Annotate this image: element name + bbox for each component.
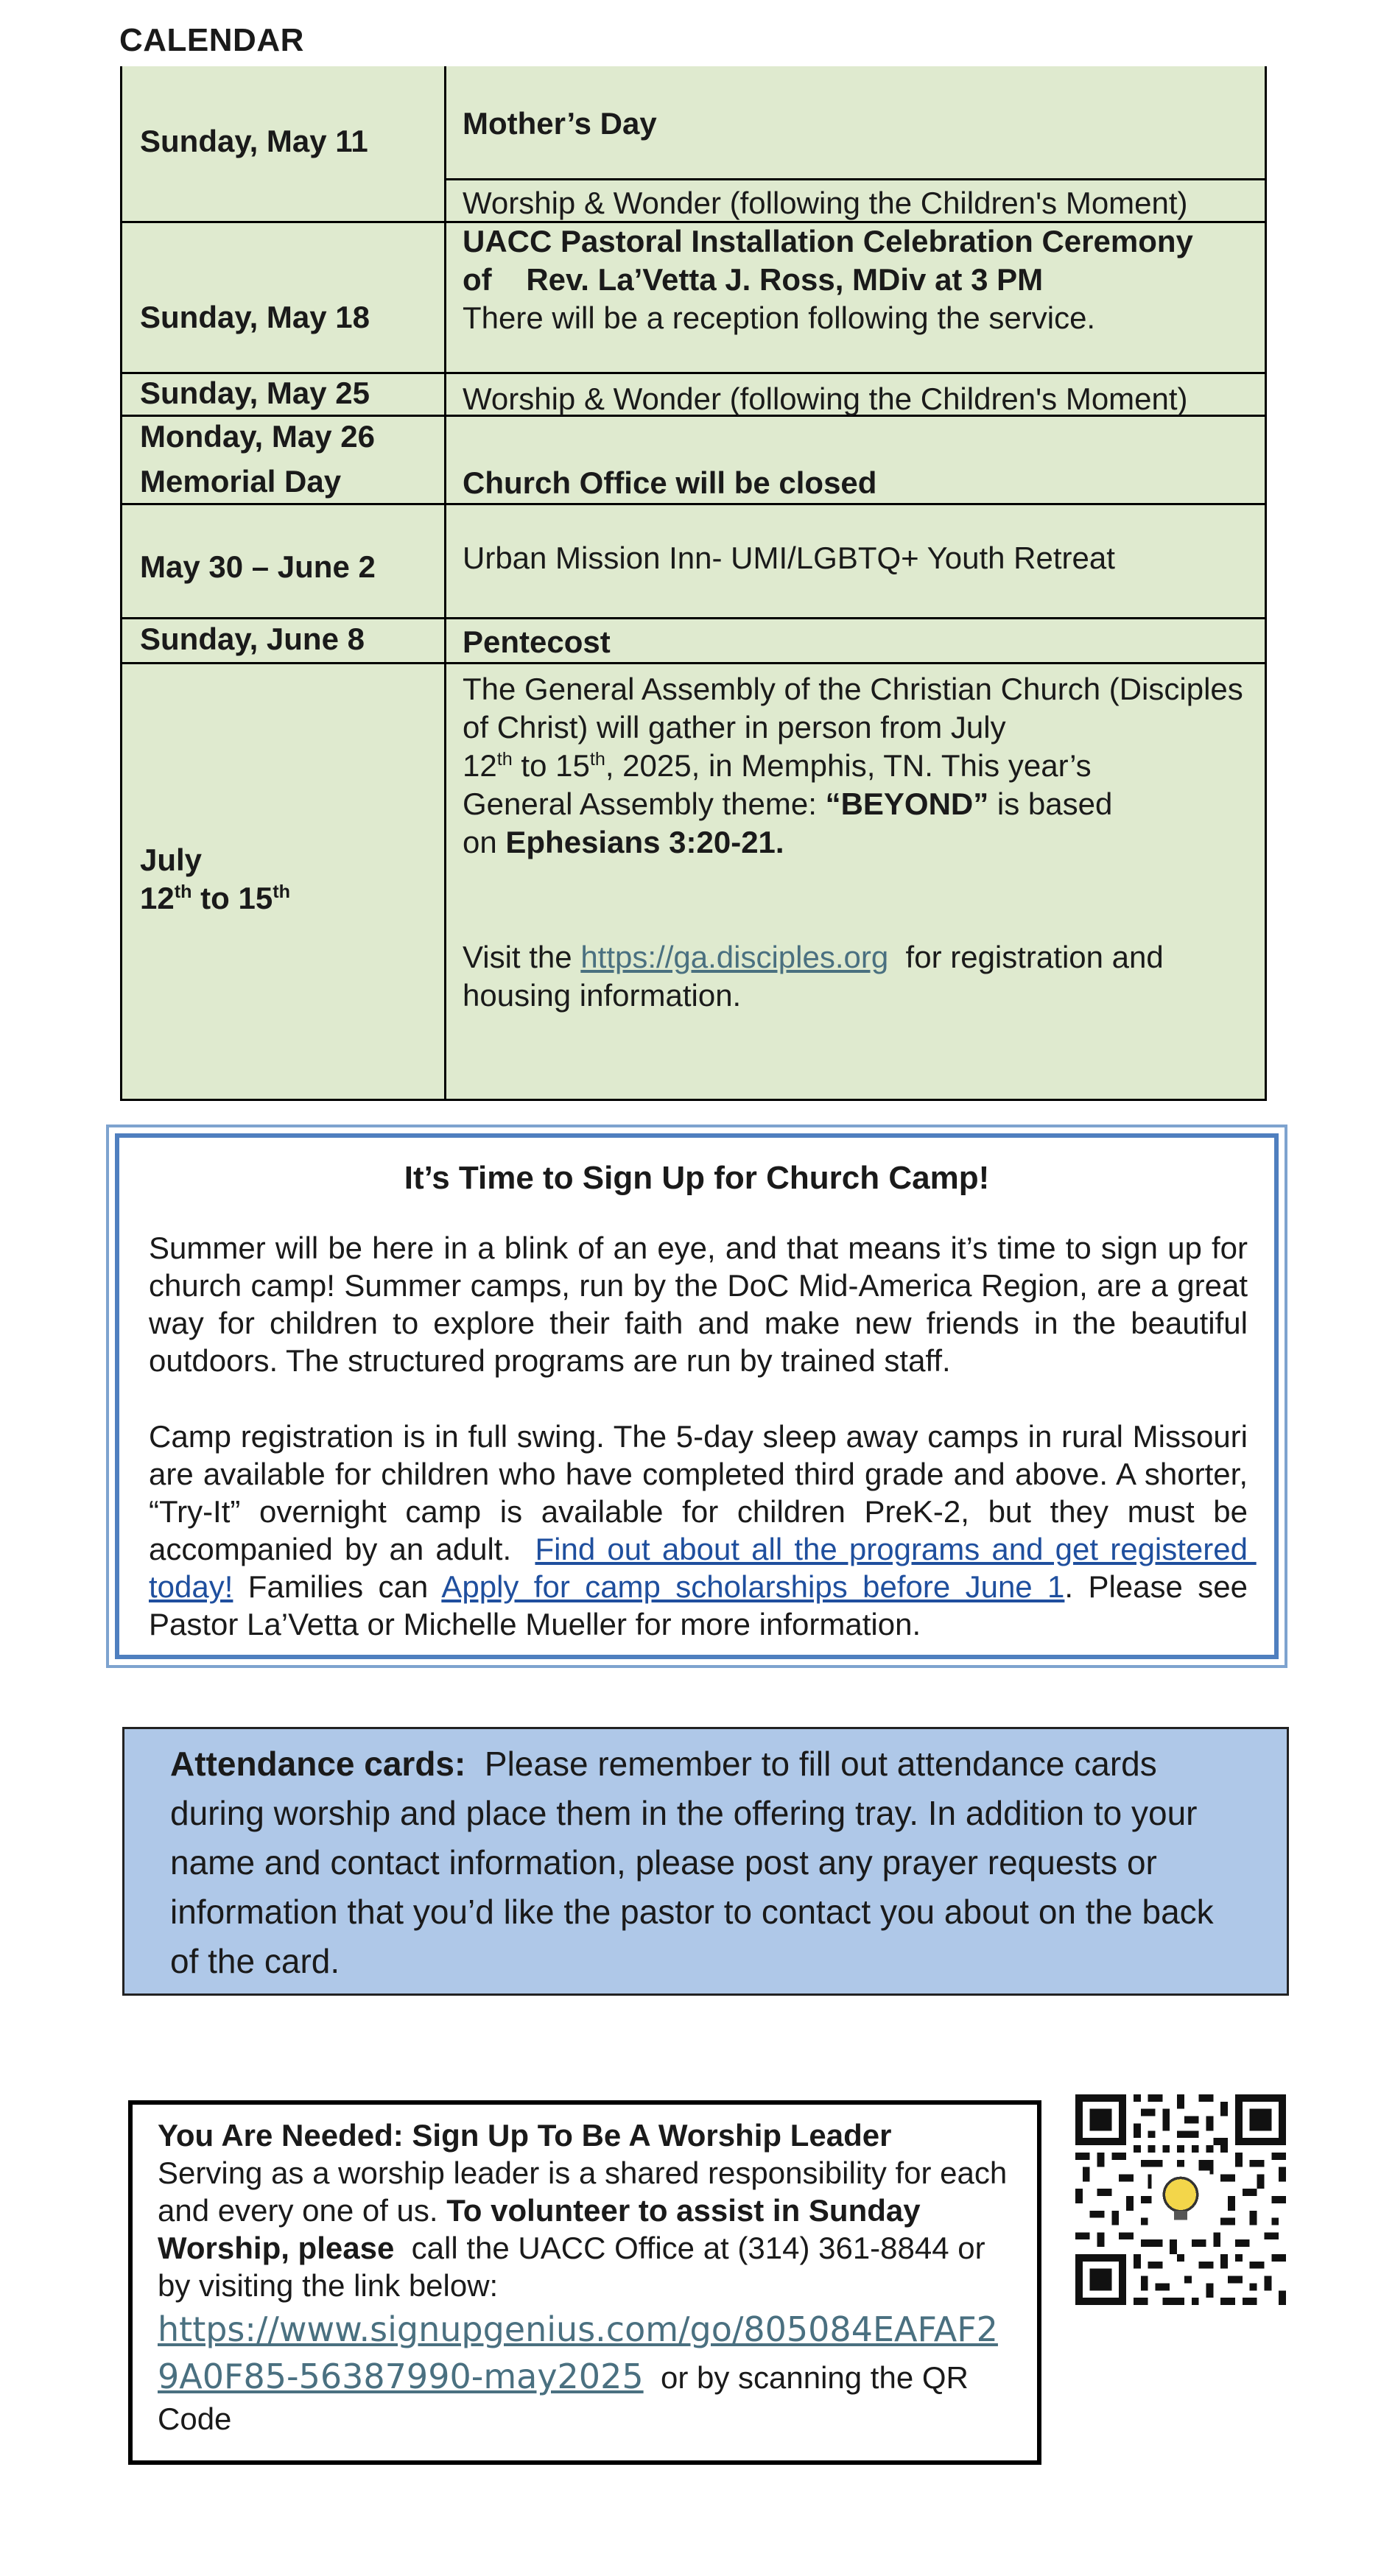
camp-box [106, 1125, 1287, 1668]
camp-paragraph-1: Summer will be here in a blink of an eye, and that means it’s time to sign up for church camp! Summer camps, run by the DoC Mid-America Region, are a great way for children to explore their faith and make new friends in the beautiful outdoors. The structured programs are run by trained staff. [149, 1231, 1248, 1378]
signup-link[interactable]: https://www.signupgenius.com/go/805084EAFAF29A0F85-56387990-may2025 [158, 2309, 998, 2396]
event-mothers-day: Mother’s Day [463, 106, 657, 141]
camp-scholarship-link[interactable]: Apply for camp scholarships before June 1 [441, 1569, 1065, 1604]
worship-leader-text [158, 2116, 1015, 2438]
ga-line-1: The General Assembly of the Christian Church (Disciples of Christ) will gather in person from July [463, 672, 1243, 745]
event-youth-retreat: Urban Mission Inn- UMI/LGBTQ+ Youth Retreat [463, 541, 1115, 575]
date-may-26 [140, 418, 435, 501]
lightbulb-icon [1164, 2178, 1197, 2211]
camp-programs-link[interactable]: Find out about all the programs and get registered today! [149, 1532, 1257, 1604]
date-july [140, 841, 435, 918]
event-installation-title-2: of Rev. La’Vetta J. Ross, MDiv at 3 PM [463, 262, 1044, 297]
worship-leader-link-line: https://www.signupgenius.com/go/805084EAFAF29A0F85-56387990-may2025 or by scanning the QR Code [158, 2309, 998, 2436]
attendance-box [122, 1727, 1289, 1996]
date-may-26-line: Monday, May 26 [140, 419, 375, 454]
calendar-table [120, 66, 1267, 1101]
row-divider [122, 662, 1265, 664]
event-worship-wonder-2: Worship & Wonder (following the Children's Moment) [463, 381, 1188, 416]
date-may-11: Sunday, May 11 [140, 124, 368, 158]
date-may-30: May 30 – June 2 [140, 549, 376, 584]
event-installation-note: There will be a reception following the service. [463, 300, 1096, 335]
row-divider [444, 178, 1265, 180]
event-installation [463, 222, 1258, 337]
camp-paragraph-2: Camp registration is in full swing. The 5-day sleep away camps in rural Missouri are available for children who have completed third grade and above. A shorter, “Try-It” overnight camp is available for children PreK-2, but they must be accompanied by an adult. Find out about all the programs and get registered today! Families can Apply for camp scholarships before June 1. Please see Pastor La’Vetta or Michelle Mueller for more information. [149, 1419, 1257, 1641]
worship-leader-title: You Are Needed: Sign Up To Be A Worship Leader [158, 2118, 892, 2153]
ga-line-4: on Ephesians 3:20-21. [463, 825, 784, 859]
event-general-assembly [463, 670, 1258, 1015]
page-heading: CALENDAR [119, 22, 304, 58]
event-pentecost: Pentecost [463, 624, 611, 659]
camp-title: It’s Time to Sign Up for Church Camp! [404, 1160, 990, 1196]
camp-inner-border [115, 1133, 1279, 1659]
date-july-month: July [140, 842, 203, 877]
row-divider [122, 503, 1265, 505]
date-july-range: 12th to 15th [140, 881, 290, 915]
memorial-day-label: Memorial Day [140, 464, 342, 499]
attendance-text: Attendance cards: Please remember to fill out attendance cards during worship and place them in the offering tray. In addition to your name and contact information, please post any prayer requests or information that you’d like the pastor to contact you about on the back of the card. [170, 1745, 1223, 1980]
ga-line-3: General Assembly theme: “BEYOND” is based [463, 786, 1113, 821]
date-may-18: Sunday, May 18 [140, 300, 370, 334]
date-june-8: Sunday, June 8 [140, 622, 365, 656]
qr-code-icon[interactable] [1075, 2094, 1286, 2305]
ga-line-2: 12th to 15th, 2025, in Memphis, TN. This year’s [463, 748, 1092, 783]
row-divider [122, 617, 1265, 619]
event-office-closed: Church Office will be closed [463, 465, 877, 500]
worship-leader-body: Serving as a worship leader is a shared responsibility for each and every one of us. To volunteer to assist in Sunday Worship, please call the UACC Office at (314) 361-8844 or by visiting the link below: [158, 2156, 1016, 2303]
event-installation-title: UACC Pastoral Installation Celebration Ceremony [463, 224, 1193, 258]
attendance-label: Attendance cards: [170, 1745, 466, 1783]
date-may-25: Sunday, May 25 [140, 376, 370, 410]
ga-visit: Visit the https://ga.disciples.org for registration and housing information. [463, 940, 1173, 1013]
worship-leader-box [128, 2100, 1041, 2465]
event-worship-wonder: Worship & Wonder (following the Children's Moment) [463, 186, 1188, 220]
ga-link[interactable]: https://ga.disciples.org [580, 940, 889, 974]
